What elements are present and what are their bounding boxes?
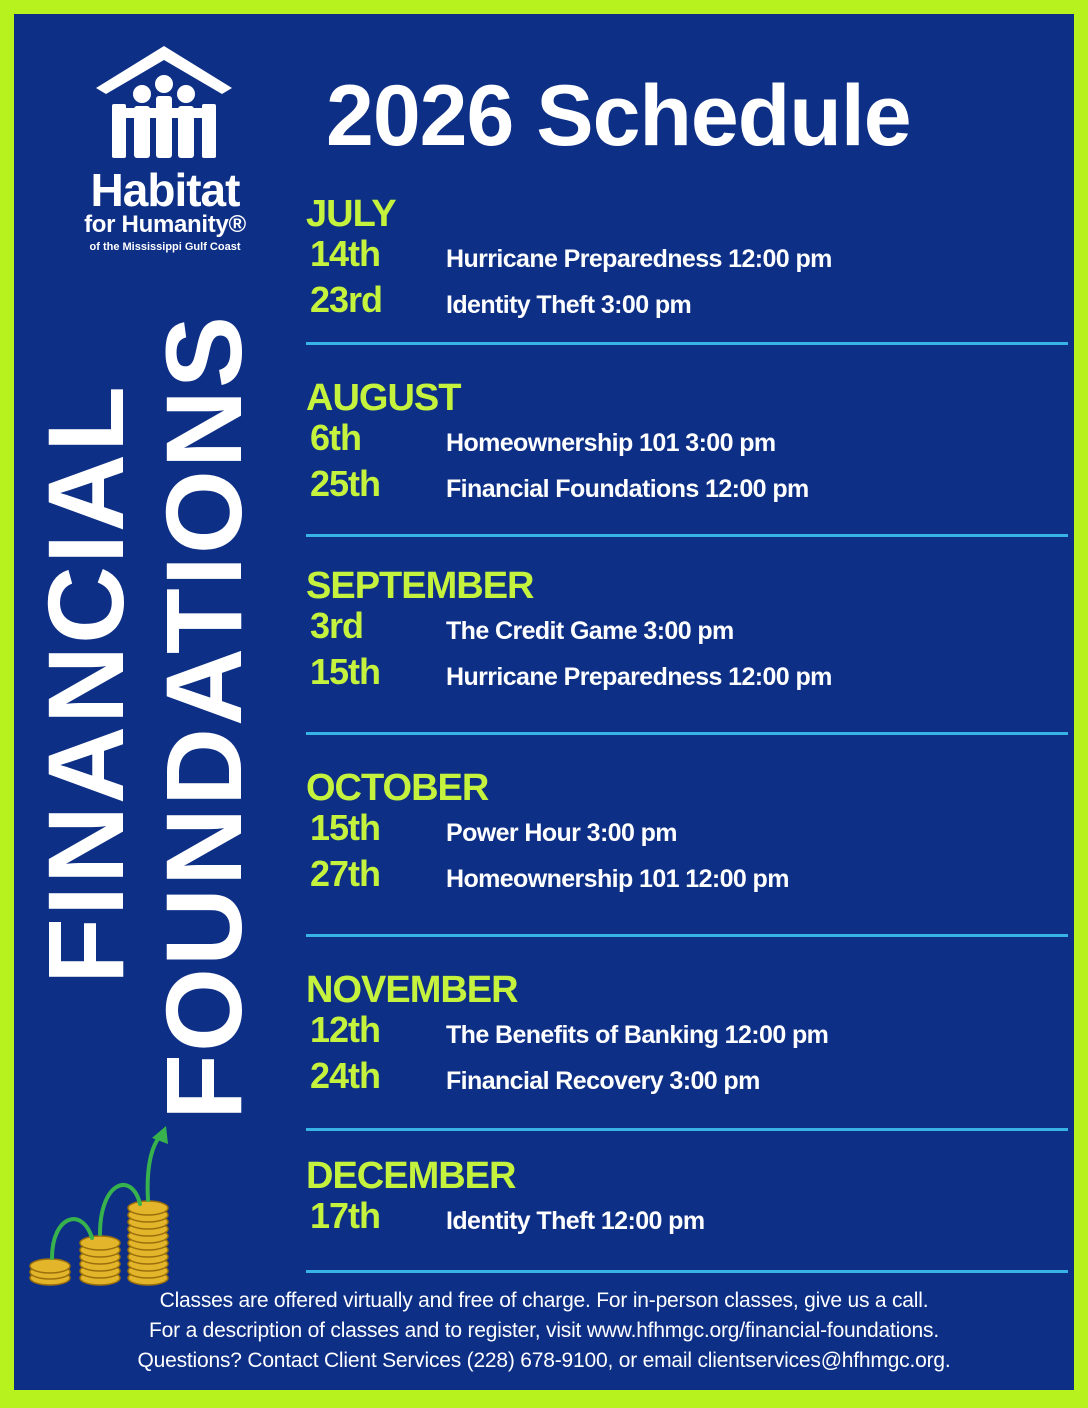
flyer-panel [14, 14, 1074, 1390]
footer-line-virtual: Classes are offered virtually and free of charge. For in-person classes, give us a call. [159, 1289, 929, 1312]
logo-habitat-text: Habitat [90, 164, 240, 216]
event-row [306, 280, 1066, 326]
event-day: 27th [310, 853, 381, 894]
divider [306, 342, 1068, 345]
divider [306, 934, 1068, 937]
month-name: AUGUST [306, 377, 461, 419]
divider [306, 1270, 1068, 1273]
event-day: 15th [310, 807, 381, 848]
month-name: JULY [306, 193, 396, 235]
month-name: OCTOBER [306, 767, 489, 809]
event-text: The Benefits of Banking 12:00 pm [446, 1021, 829, 1049]
event-row [306, 418, 1066, 464]
event-row [306, 464, 1066, 510]
divider [306, 534, 1068, 537]
event-day: 3rd [310, 605, 364, 646]
event-day: 17th [310, 1195, 381, 1236]
footer-line-contact: Questions? Contact Client Services (228) 678-9100, or email clientservices@hfhmgc.org. [137, 1349, 951, 1372]
event-text: Power Hour 3:00 pm [446, 819, 677, 847]
event-day: 23rd [310, 279, 383, 320]
event-text: Identity Theft 3:00 pm [446, 291, 692, 319]
event-day: 14th [310, 233, 381, 274]
event-day: 12th [310, 1009, 381, 1050]
event-text: Financial Foundations 12:00 pm [446, 475, 809, 503]
event-row [306, 1010, 1066, 1056]
event-row [306, 854, 1066, 900]
event-day: 6th [310, 417, 361, 458]
event-text: Identity Theft 12:00 pm [446, 1207, 705, 1235]
footer-info [14, 1286, 1074, 1376]
divider [306, 732, 1068, 735]
logo-humanity-text: for Humanity® [84, 211, 246, 238]
month-name: SEPTEMBER [306, 565, 534, 607]
footer-line-register: For a description of classes and to register, visit www.hfhmgc.org/financial-foundations. [149, 1319, 939, 1342]
event-text: Hurricane Preparedness 12:00 pm [446, 663, 832, 691]
event-row [306, 808, 1066, 854]
month-name: DECEMBER [306, 1155, 516, 1197]
month-september [306, 566, 1066, 698]
month-november [306, 970, 1066, 1102]
event-text: The Credit Game 3:00 pm [446, 617, 734, 645]
side-title-financial: FINANCIAL [25, 384, 146, 984]
event-text: Homeownership 101 3:00 pm [446, 429, 776, 457]
event-row [306, 234, 1066, 280]
divider [306, 1128, 1068, 1131]
growing-coins-icon [20, 1126, 170, 1296]
habitat-logo [66, 44, 276, 274]
event-text: Hurricane Preparedness 12:00 pm [446, 245, 832, 273]
logo-region-text: of the Mississippi Gulf Coast [89, 241, 241, 253]
side-title-foundations: FOUNDATIONS [143, 314, 264, 1120]
event-row [306, 652, 1066, 698]
month-july [306, 194, 1066, 326]
event-day: 24th [310, 1055, 381, 1096]
month-august [306, 378, 1066, 510]
month-december [306, 1156, 1066, 1242]
event-row [306, 1056, 1066, 1102]
event-text: Financial Recovery 3:00 pm [446, 1067, 760, 1095]
event-day: 15th [310, 651, 381, 692]
event-text: Homeownership 101 12:00 pm [446, 865, 789, 893]
house-people-icon [94, 44, 234, 162]
month-october [306, 768, 1066, 900]
month-name: NOVEMBER [306, 969, 518, 1011]
event-row [306, 1196, 1066, 1242]
event-day: 25th [310, 463, 381, 504]
event-row [306, 606, 1066, 652]
page-title: 2026 Schedule [326, 68, 911, 164]
